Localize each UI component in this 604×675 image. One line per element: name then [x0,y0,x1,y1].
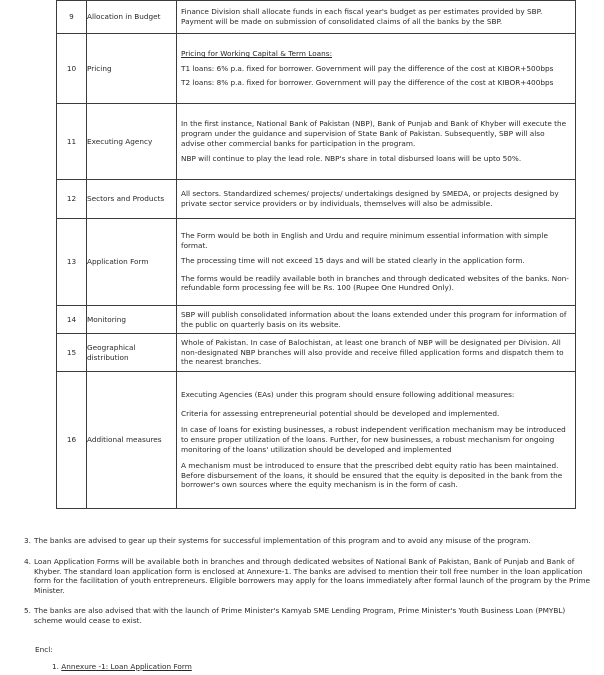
paragraph-text: Loan Application Forms will be available both in branches and through dedicated websites of National Bank of Pakistan, Bank of Punjab and Bank of Khyber. The standard loan application form is enclosed at Annexure-1. The banks are advised to mention their toll free number in the loan application form for the facilitation of youth entrepreneurs. Eligible borrowers may apply for the loans immediately after formal launch of the program by the Prime Minister. [34,557,590,595]
row-number: 12 [57,180,87,219]
program-terms-table [56,0,576,509]
row-description [177,180,576,219]
paragraph-text: The banks are also advised that with the launch of Prime Minister's Kamyab SME Lending Program, Prime Minister's Youth Business Loan (PMYBL) scheme would cease to exist. [34,606,566,625]
row-description [177,334,576,372]
row-number: 9 [57,1,87,34]
description-paragraph: In case of loans for existing businesses, a robust independent verification mechanism may be introduced to ensure proper utilization of the loans. Further, for new businesses, a robust mechanism for ongoing monitoring of the loans' utilization should be developed and implemented [181,425,566,454]
row-label: Pricing [87,34,177,104]
description-paragraph: Executing Agencies (EAs) under this program should ensure following additional measures: [181,390,515,400]
row-description [177,219,576,306]
row-description [177,34,576,104]
table-row [57,1,576,34]
description-paragraph: Criteria for assessing entrepreneurial potential should be developed and implemented. [181,408,500,418]
table-row [57,104,576,180]
row-number: 14 [57,306,87,334]
table-row [57,34,576,104]
pricing-heading: Pricing for Working Capital & Term Loans: [181,49,333,59]
paragraph-number: 4. [24,557,31,566]
numbered-paragraph [24,606,594,625]
row-number: 11 [57,104,87,180]
table-row [57,306,576,334]
description-paragraph: T2 loans: 8% p.a. fixed for borrower. Government will pay the difference of the cost at KIBOR+400bps [181,78,554,88]
enclosure-item-number: 1. [52,662,59,671]
table-row [57,334,576,372]
row-label: Application Form [87,219,177,306]
row-number: 10 [57,34,87,104]
row-label: Sectors and Products [87,180,177,219]
row-number: 15 [57,334,87,372]
table-row [57,219,576,306]
description-paragraph: A mechanism must be introduced to ensure that the prescribed debt equity ratio has been maintained. Before disbursement of the loans, it should be ensured that the equity is deposited in the bank from the borrower's own sources where the equity mechanism is in the form of cash. [181,461,563,490]
description-paragraph: SBP will publish consolidated information about the loans extended under this program for information of the public on quarterly basis on its website. [181,309,567,329]
description-paragraph: All sectors. Standardized schemes/ projects/ undertakings designed by SMEDA, or projects designed by private sector service providers or by individuals, themselves will also be admissible. [181,189,559,208]
paragraph-number: 5. [24,606,31,615]
row-label: Geographical distribution [87,334,177,372]
description-paragraph: Whole of Pakistan. In case of Balochistan, at least one branch of NBP will be designated per Division. All non-designated NBP branches will also provide and receive filled application forms and dispatch them to the nearest branches. [181,338,564,367]
description-paragraph: NBP will continue to play the lead role. NBP's share in total disbursed loans will be upto 50%. [181,154,522,164]
row-label: Allocation in Budget [87,1,177,34]
paragraph-number: 3. [24,536,31,545]
table-row [57,180,576,219]
row-description [177,306,576,334]
description-paragraph: The forms would be readily available both in branches and through dedicated websites of the banks. Non-refundable form processing fee will be Rs. 100 (Rupee One Hundred Only). [181,273,569,293]
numbered-paragraph [24,536,594,546]
row-number: 16 [57,372,87,509]
enclosure-label: Encl: [35,645,53,654]
row-label: Executing Agency [87,104,177,180]
description-paragraph: The Form would be both in English and Urdu and require minimum essential information with simple format. [181,231,548,250]
description-paragraph: Finance Division shall allocate funds in each fiscal year's budget as per estimates provided by SBP. Payment will be made on submission of consolidated claims of all the banks by the SBP. [181,7,543,26]
description-paragraph: In the first instance, National Bank of Pakistan (NBP), Bank of Punjab and Bank of Khyber will execute the program under the guidance and supervision of State Bank of Pakistan. Subsequently, SBP will also advise other commercial banks for participation in the program. [181,119,567,148]
description-paragraph: The processing time will not exceed 15 days and will be stated clearly in the application form. [181,256,525,266]
row-description [177,104,576,180]
annexure-link[interactable]: Annexure -1: Loan Application Form [61,662,192,671]
row-label: Additional measures [87,372,177,509]
row-label: Monitoring [87,306,177,334]
description-paragraph: T1 loans: 6% p.a. fixed for borrower. Government will pay the difference of the cost at KIBOR+500bps [181,63,554,73]
row-description [177,372,576,509]
enclosure-item [52,662,192,672]
paragraph-text: The banks are advised to gear up their systems for successful implementation of this program and to avoid any misuse of the program. [34,536,531,545]
row-description [177,1,576,34]
numbered-paragraph [24,557,594,595]
table-row [57,372,576,509]
row-number: 13 [57,219,87,306]
